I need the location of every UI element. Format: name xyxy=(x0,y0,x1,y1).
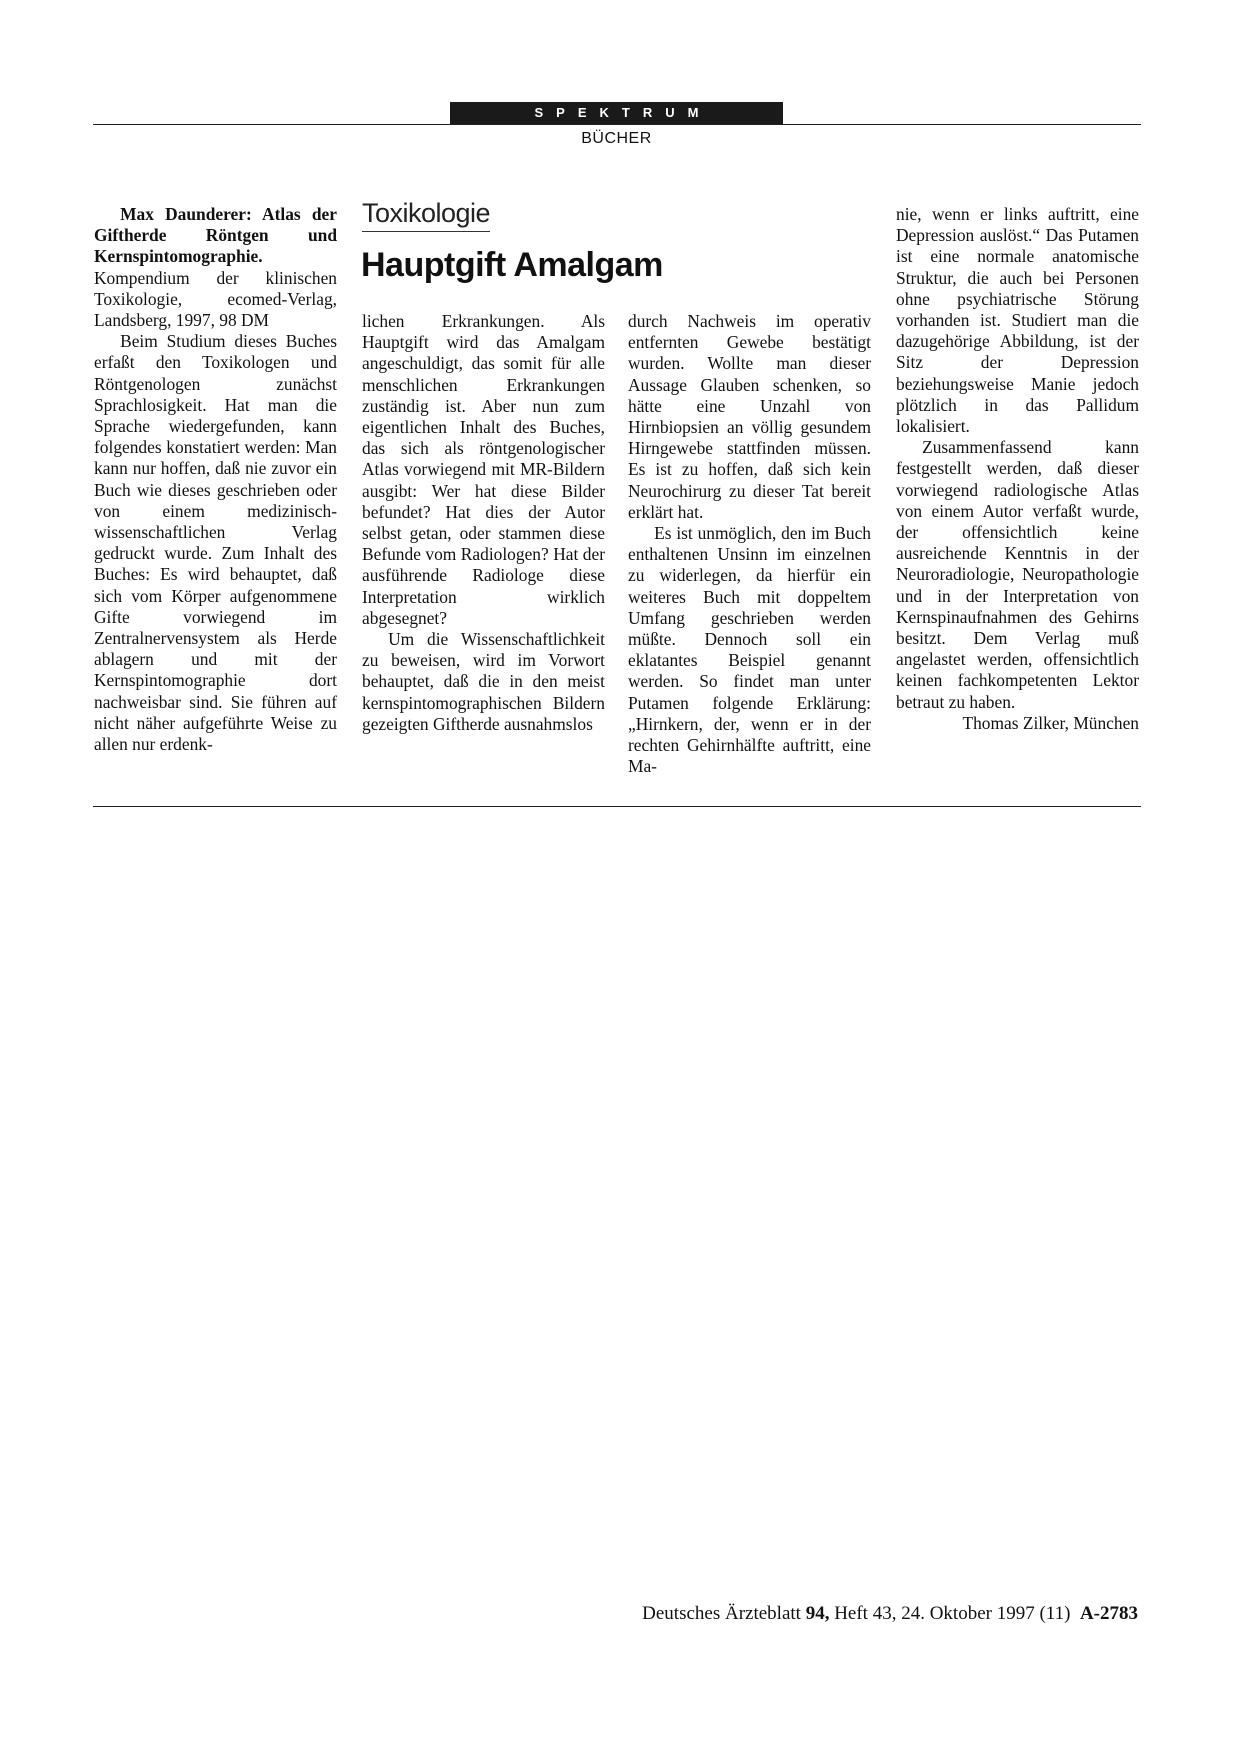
article-end-rule xyxy=(93,806,1141,807)
book-title: Max Daunderer: Atlas der Giftherde Röntgen und Kernspintomographie. xyxy=(94,204,337,267)
paragraph: Zusammenfassend kann festgestellt werden, daß dieser vorwiegend radiologische Atlas von einem Autor verfaßt wurde, der offensichtlich keine ausreichende Kenntnis in der Neuroradiologie, Neuropathologie und in der Interpretation von Kernspinaufnahmen des Gehirns besitzt. Dem Verlag muß angelastet werden, offensichtlich keinen fachkompetenten Lektor betraut zu haben. xyxy=(896,437,1139,712)
section-label: SPEKTRUM xyxy=(450,102,783,124)
column-4 xyxy=(896,204,1139,734)
page-number: A-2783 xyxy=(1079,1603,1138,1624)
issue-info: Heft 43, 24. Oktober 1997 (11) xyxy=(829,1603,1080,1624)
paragraph: Es ist unmöglich, den im Buch enthaltenen Unsinn im einzelnen zu widerlegen, da hierfür ein weiteres Buch mit doppeltem Umfang geschrieben werden müßte. Dennoch soll ein eklatantes Beispiel genannt werden. So findet man unter Putamen folgende Erklärung: „Hirnkern, der, wenn er in der rechten Gehirnhälfte auftritt, eine Ma- xyxy=(628,523,871,777)
article-title: Hauptgift Amalgam xyxy=(361,246,663,284)
column-1 xyxy=(94,204,337,755)
author-signature: Thomas Zilker, München xyxy=(962,712,1139,733)
book-details: Kompendium der klinischen Toxikologie, ecomed-Verlag, Landsberg, 1997, 98 DM xyxy=(94,267,337,331)
journal-name: Deutsches Ärzteblatt xyxy=(642,1603,806,1624)
page-footer xyxy=(642,1603,1138,1625)
paragraph: durch Nachweis im operativ entfernten Gewebe bestätigt wurden. Wollte man dieser Aussage Glauben schenken, so hätte eine Unzahl von Hirnbiopsien an völlig gesundem Hirngewebe stattfinden müssen. Es ist zu hoffen, daß sich kein Neurochirurg zu dieser Tat bereit erklärt hat. xyxy=(628,311,871,522)
header-rule xyxy=(93,124,1141,125)
paragraph: lichen Erkrankungen. Als Hauptgift wird das Amalgam angeschuldigt, das somit für alle menschlichen Erkrankungen zuständig ist. Aber nun zum eigentlichen Inhalt des Buches, das sich als röntgenologischer Atlas vorwiegend mit MR-Bildern ausgibt: Wer hat diese Bilder befundet? Hat dies der Autor selbst getan, oder stammen diese Befunde vom Radiologen? Hat der ausführende Radiologe diese Interpretation wirklich abgesegnet? xyxy=(362,311,605,628)
column-2 xyxy=(362,311,605,735)
article-kicker: Toxikologie xyxy=(362,198,490,232)
paragraph: Beim Studium dieses Buches erfaßt den Toxikologen und Röntgenologen zunächst Sprachlosigkeit. Hat man die Sprache wiedergefunden, kann folgendes konstatiert werden: Man kann nur hoffen, daß nie zuvor ein Buch wie dieses geschrieben oder von einem medizinisch-wissenschaftlichen Verlag gedruckt wurde. Zum Inhalt des Buches: Es wird behauptet, daß sich vom Körper aufgenommene Gifte vorwiegend im Zentralnervensystem als Herde ablagern und mit der Kernspintomographie dort nachweisbar sind. Sie führen auf nicht näher aufgeführte Weise zu allen nur erdenk- xyxy=(94,331,337,755)
column-3 xyxy=(628,311,871,777)
bibliography xyxy=(94,204,337,331)
paragraph: Um die Wissenschaftlichkeit zu beweisen, wird im Vorwort behauptet, daß die in den meist kernspintomographischen Bildern gezeigten Giftherde ausnahmslos xyxy=(362,629,605,734)
subsection-label: BÜCHER xyxy=(581,130,652,147)
paragraph: nie, wenn er links auftritt, eine Depression auslöst.“ Das Putamen ist eine normale anatomische Struktur, die auch bei Personen ohne psychiatrische Störung vorhanden ist. Studiert man die dazugehörige Abbildung, ist der Sitz der Depression beziehungsweise Manie jedoch plötzlich in das Pallidum lokalisiert. xyxy=(896,204,1139,437)
volume: 94, xyxy=(805,1603,830,1624)
